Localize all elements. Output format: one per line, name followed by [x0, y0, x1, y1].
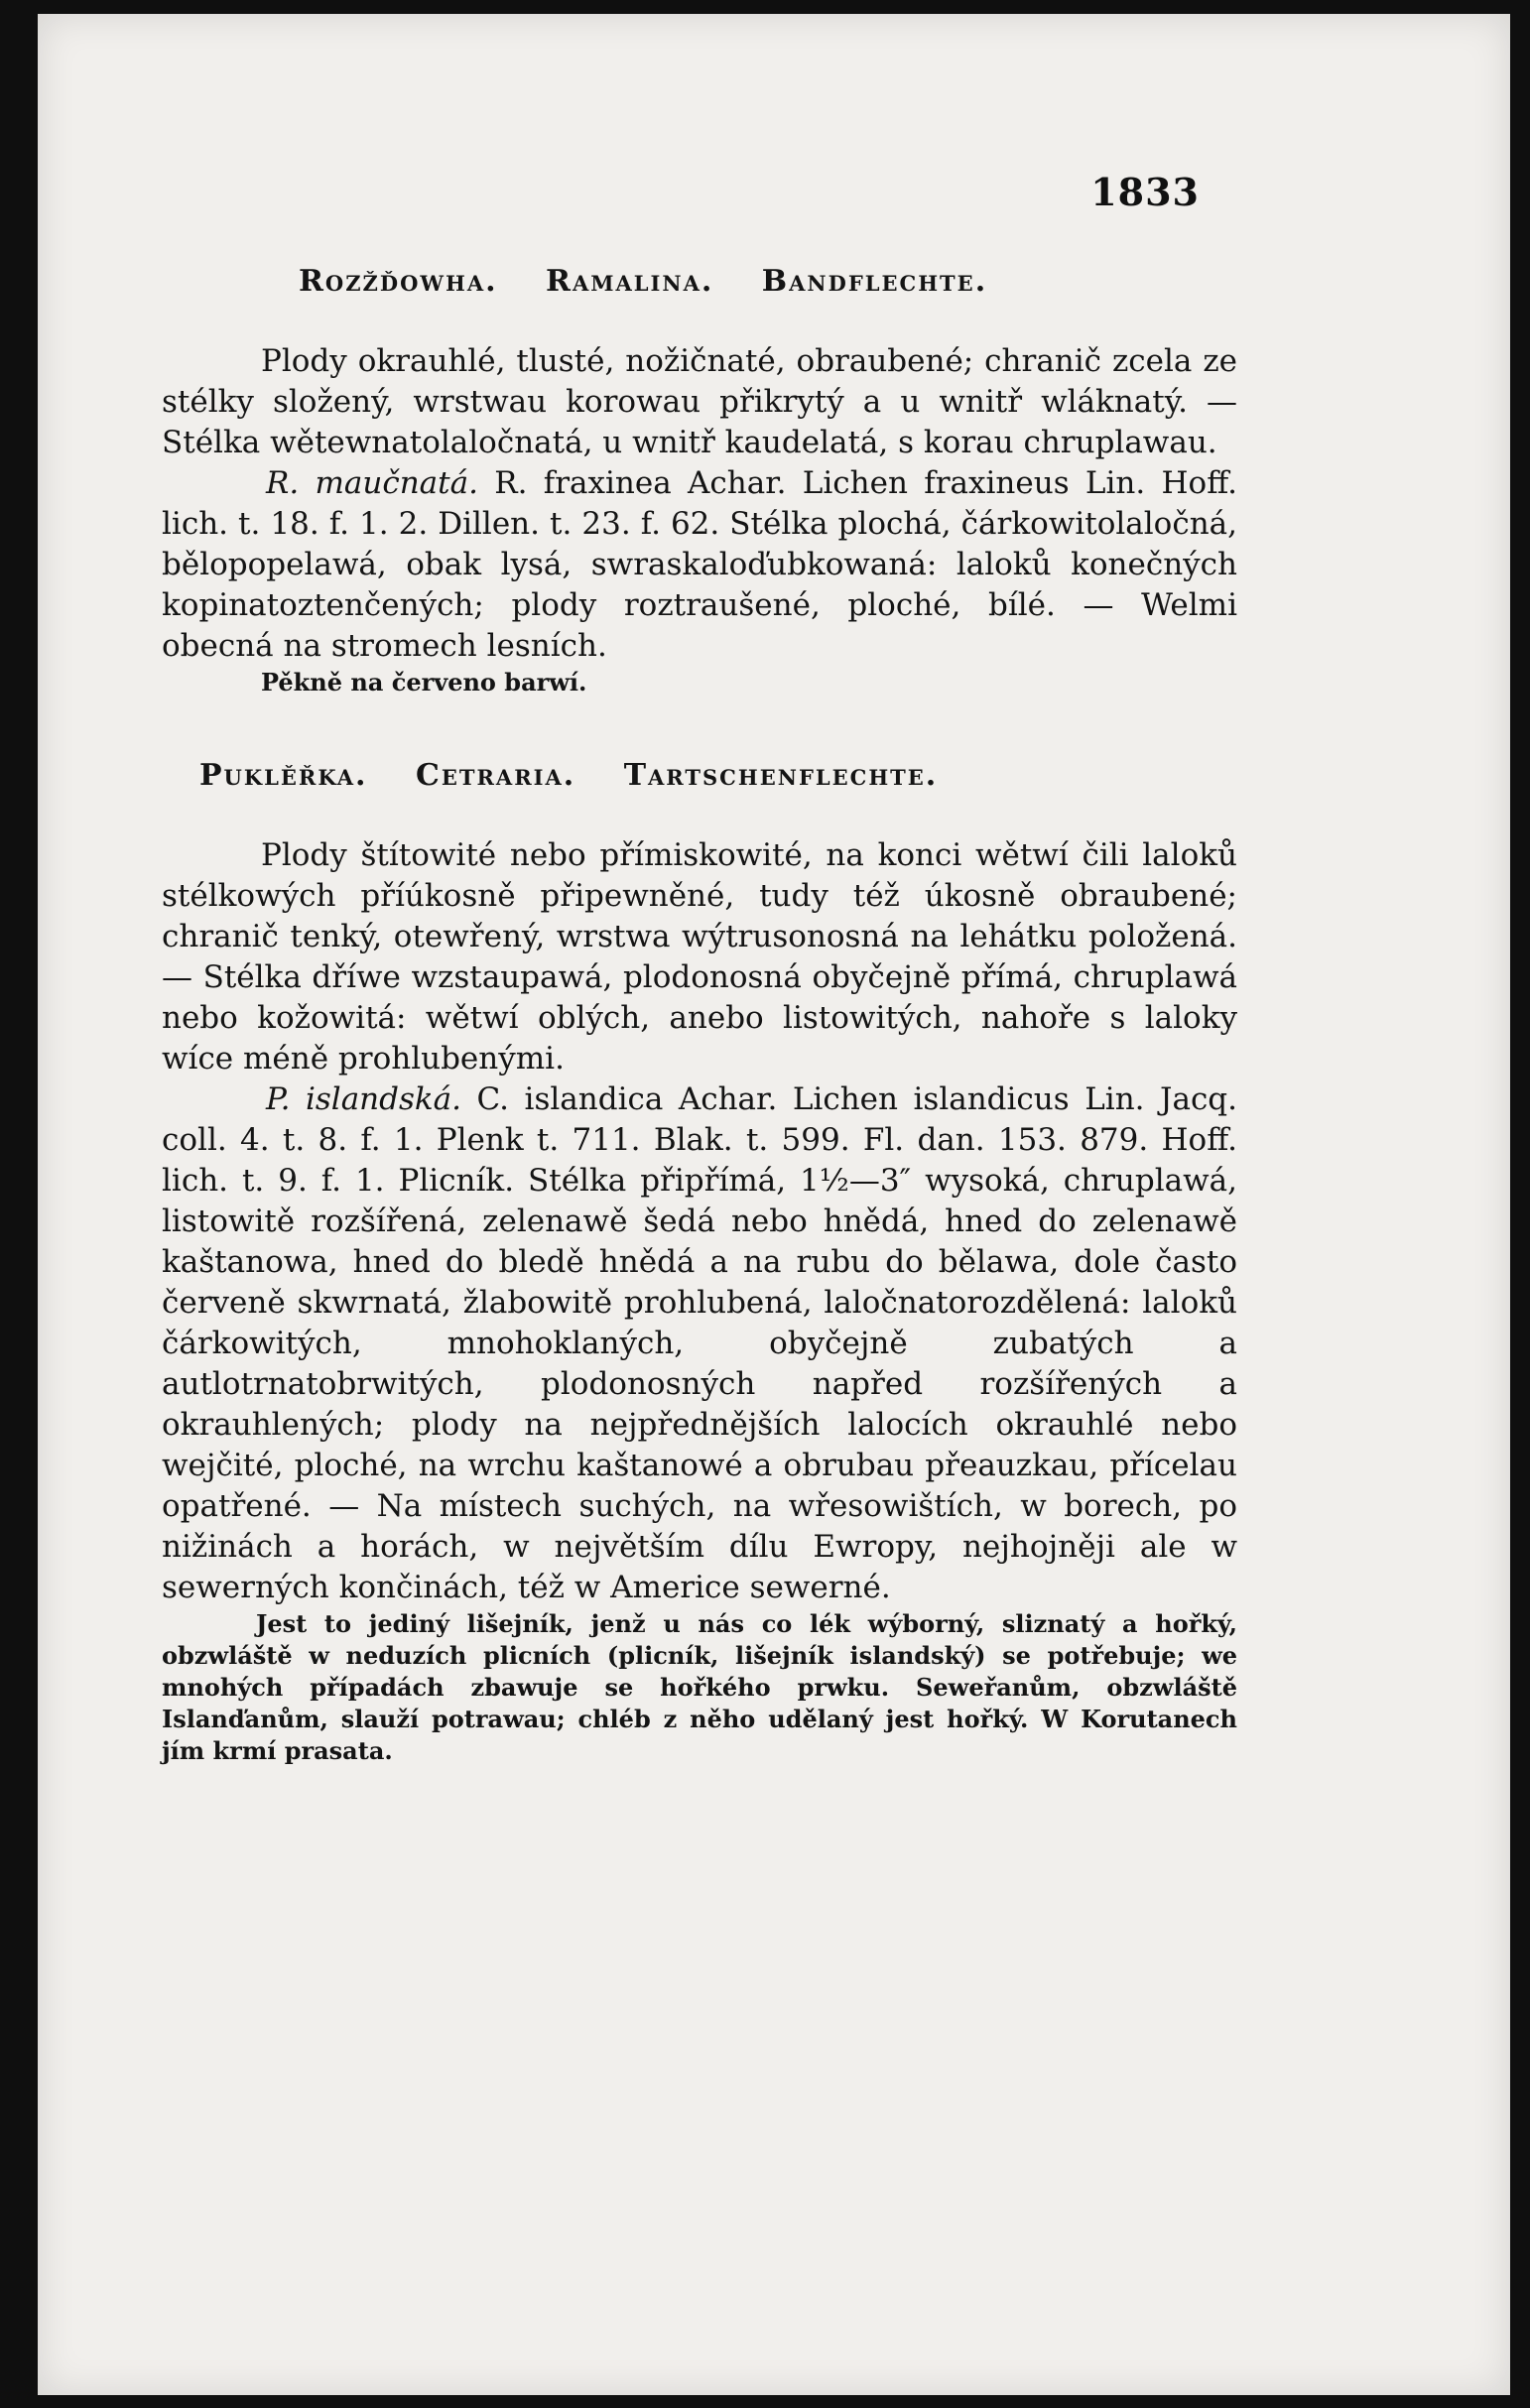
section-heading-cetraria — [199, 756, 1237, 796]
species-note-cetraria: Jest to jediný lišejník, jenž u nás co lék wýborný, sliznatý a hořký, obzwláště w neduzích plicních (plicník, lišejník islandský) se potřebuje; we mnohých případách zbawuje se hořkého prwku. Seweřanům, obzwláště Islanďanům, slauží potrawau; chléb z něho udělaný jest hořký. W Korutanech jím krmí prasata. — [162, 1609, 1237, 1765]
species-name: R. maučnatá. — [266, 465, 478, 501]
species-text: R. fraxinea Achar. Lichen fraxineus Lin. Hoff. lich. t. 18. f. 1. 2. Dillen. t. 23. f. 62. Stélka plochá, čárkowitolaločná, bělopopelawá, obak lysá, swraskaloďubkowaná: laloků konečných kopinatoztenčených; plody roztraušené, ploché, bílé. — Welmi obecná na stromech lesních. — [162, 465, 1237, 664]
section-heading-ramalina — [299, 262, 1237, 302]
genus-description-ramalina: Plody okrauhlé, tlusté, nožičnaté, obraubené; chranič zcela ze stélky složený, wrstwau korowau přikrytý a u wnitř wláknatý. — Stélka wětewnatolaločnatá, u wnitř kaudelatá, s korau chruplawau. — [162, 343, 1237, 460]
heading-latin-name: Cetraria. — [415, 758, 576, 793]
page-content — [162, 262, 1237, 1767]
heading-latin-name: Ramalina. — [546, 264, 714, 299]
page-number: 1833 — [1090, 170, 1200, 214]
genus-description-cetraria: Plody štítowité nebo přímiskowité, na konci wětwí čili laloků stélkowých příúkosně připewněné, tudy též úkosně obraubené; chranič tenký, otewřený, wrstwa wýtrusonosná na lehátku položená. — Stélka dříwe wzstaupawá, plodonosná obyčejně přímá, chruplawá nebo kožowitá: wětwí oblých, anebo listowitých, nahoře s laloky wíce méně prohlubenými. — [162, 837, 1237, 1077]
heading-german-name: Bandflechte. — [761, 264, 988, 299]
species-name: P. islandská. — [266, 1081, 462, 1117]
species-note-ramalina: Pěkně na červeno barwí. — [261, 668, 587, 697]
heading-czech-name: Puklěřka. — [199, 758, 368, 793]
species-entry-cetraria-islandica — [162, 1079, 1237, 1608]
book-page — [38, 14, 1510, 2395]
species-entry-ramalina-fraxinea — [162, 463, 1237, 667]
heading-czech-name: Rozžďowha. — [299, 264, 498, 299]
species-text: C. islandica Achar. Lichen islandicus Lin. Jacq. coll. 4. t. 8. f. 1. Plenk t. 711. Blak. t. 599. Fl. dan. 153. 879. Hoff. lich. t. 9. f. 1. Plicník. Stélka připřímá, 1½—3″ wysoká, chruplawá, listowitě rozšířená, zelenawě šedá nebo hnědá, hned do zelenawě kaštanowa, hned do bledě hnědá a na rubu do bělawa, dole často červeně skwrnatá, žlabowitě prohlubená, laločnatorozdělená: laloků čárkowitých, mnohoklaných, obyčejně zubatých a autlotrnatobrwitých, plodonosných napřed rozšířených a okrauhlených; plody na nejpřednějších lalocích okrauhlé nebo wejčité, ploché, na wrchu kaštanowé a obrubau přeauzkau, přícelau opatřené. — Na místech suchých, na wřesowištích, w borech, po nižinách a horách, w největším dílu Ewropy, nejhojněji ale w sewerných končinách, též w Americe sewerné. — [162, 1081, 1238, 1605]
heading-german-name: Tartschenflechte. — [623, 758, 939, 793]
